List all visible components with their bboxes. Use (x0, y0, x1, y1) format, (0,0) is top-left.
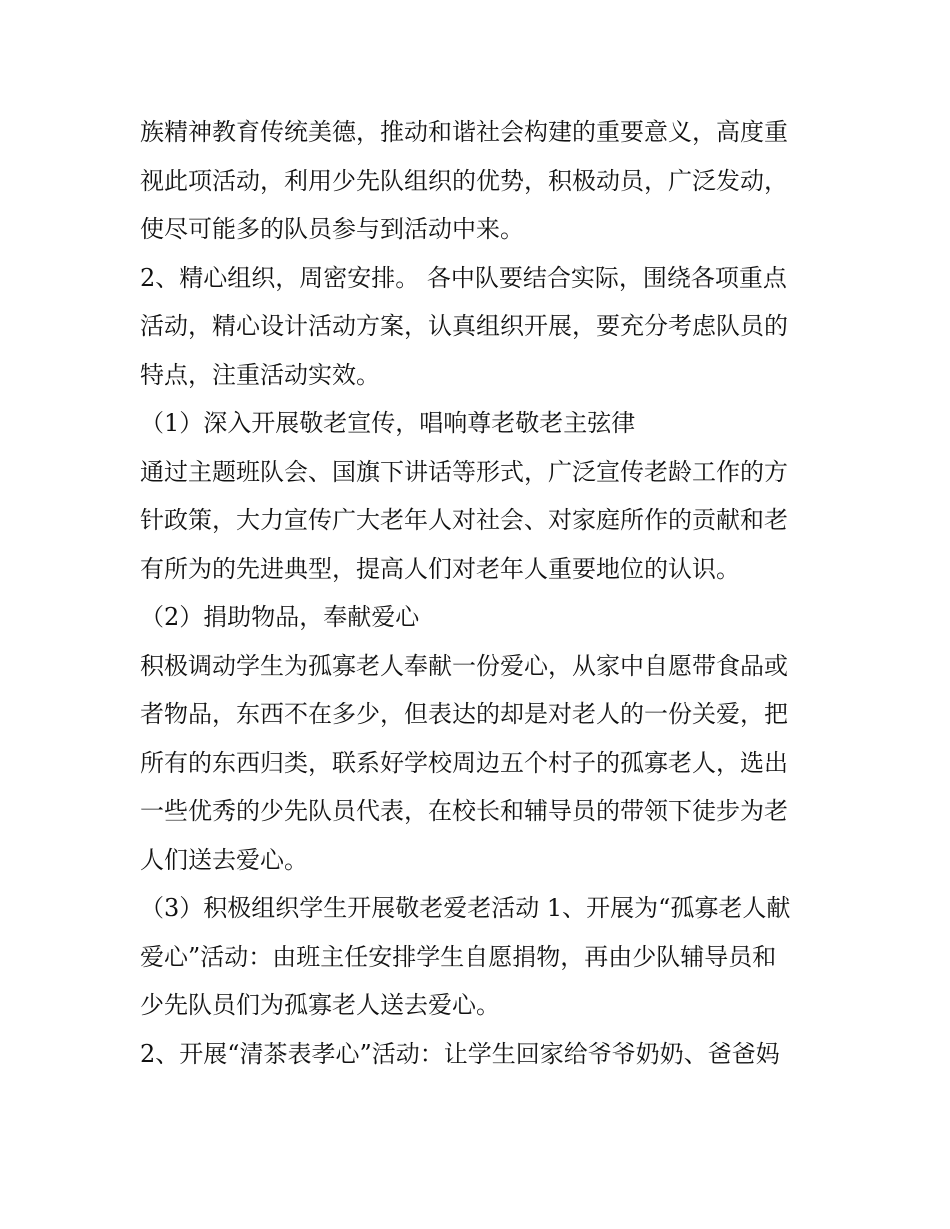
text-line: 者物品，东西不在多少，但表达的却是对老人的一份关爱，把 (140, 700, 788, 728)
text-line: 所有的东西归类，联系好学校周边五个村子的孤寡老人，选出 (140, 748, 788, 777)
text-line: 少先队员们为孤寡老人送去爱心。 (140, 991, 500, 1019)
text-line: 针政策，大力宣传广大老年人对社会、对家庭所作的贡献和老 (140, 506, 788, 534)
document-body (140, 108, 820, 1078)
text-line: 人们送去爱心。 (140, 845, 308, 874)
text-line: 有所为的先进典型，提高人们对老年人重要地位的认识。 (140, 554, 740, 583)
text-line: 2、开展“清茶表孝心”活动：让学生回家给爷爷奶奶、爸爸妈 (140, 1039, 780, 1068)
text-line: 积极调动学生为孤寡老人奉献一份爱心，从家中自愿带食品或 (140, 651, 788, 680)
section-heading: （1）深入开展敬老宣传，唱响尊老敬老主弦律 (140, 409, 636, 437)
section-heading: （2）捐助物品，奉献爱心 (140, 603, 420, 631)
text-line: 特点，注重活动实效。 (140, 360, 380, 389)
text-line: 族精神教育传统美德，推动和谐社会构建的重要意义，高度重 (140, 118, 788, 146)
text-line: 2、精心组织，周密安排。 各中队要结合实际，围绕各项重点 (140, 263, 787, 292)
text-line: 一些优秀的少先队员代表，在校长和辅导员的带领下徒步为老 (140, 797, 788, 825)
text-line: 爱心”活动：由班主任安排学生自愿捐物，再由少队辅导员和 (140, 942, 777, 971)
section-heading: （3）积极组织学生开展敬老爱老活动 1、开展为“孤寡老人献 (140, 894, 791, 922)
text-line: 通过主题班队会、国旗下讲话等形式，广泛宣传老龄工作的方 (140, 457, 788, 486)
text-line: 使尽可能多的队员参与到活动中来。 (140, 215, 524, 243)
text-line: 视此项活动，利用少先队组织的优势，积极动员，广泛发动， (140, 166, 788, 195)
text-line: 活动，精心设计活动方案，认真组织开展，要充分考虑队员的 (140, 312, 788, 340)
